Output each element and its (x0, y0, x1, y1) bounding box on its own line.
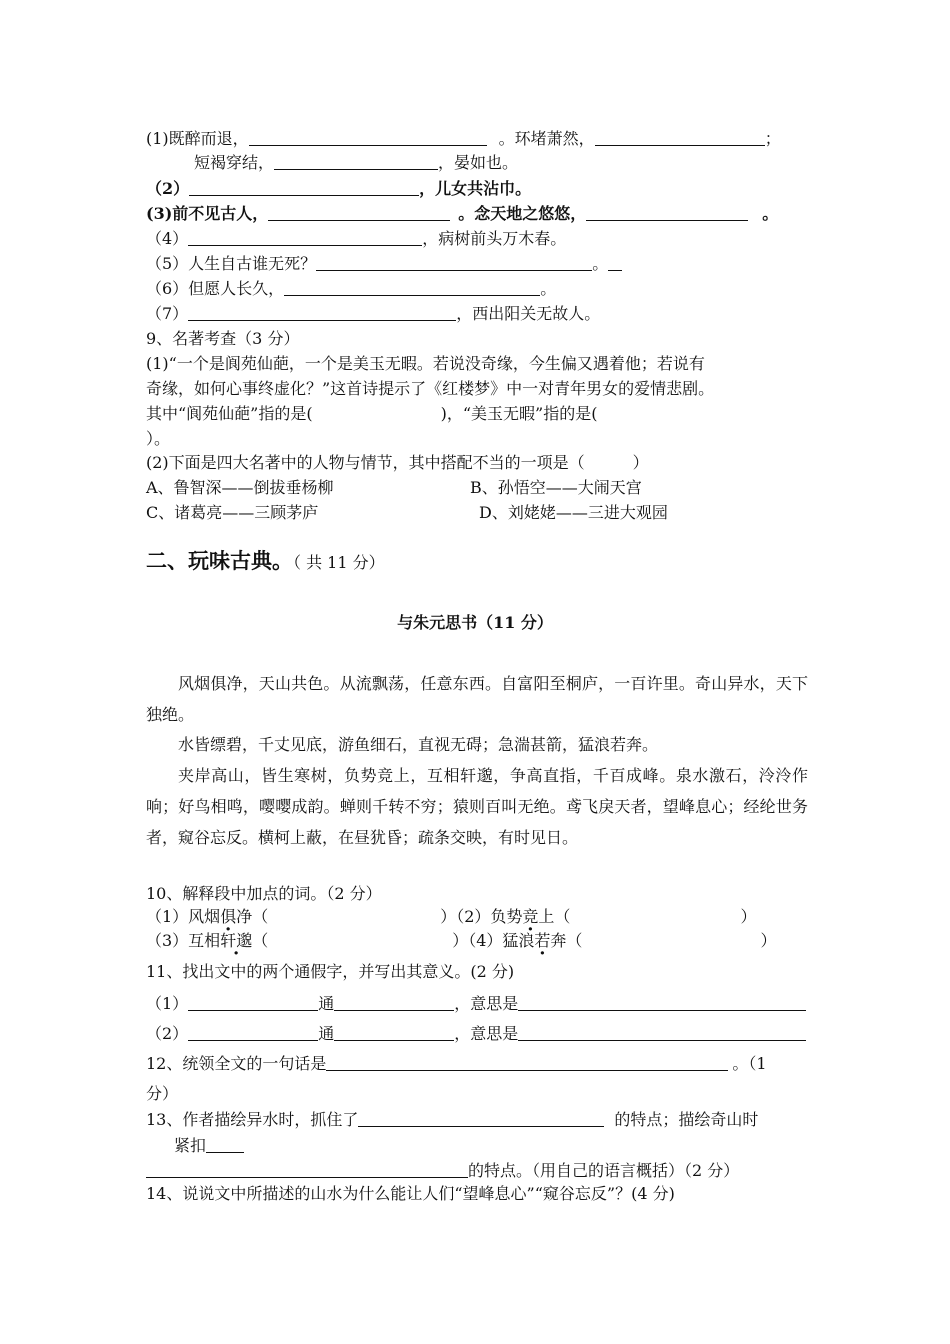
q9-p1-line4: ）。 (146, 429, 171, 448)
q12-line-cont: 分） (146, 1084, 179, 1103)
q10-row-2: （3）互相轩邈（ ）（4）猛浪若奔（ ） (146, 931, 777, 950)
answer-blank[interactable] (146, 1161, 468, 1178)
answer-blank[interactable] (518, 994, 806, 1011)
answer-blank[interactable] (188, 229, 422, 246)
q9-p1-line3: 其中“阆苑仙葩”指的是( )，“美玉无暇”指的是( (146, 404, 598, 423)
answer-blank[interactable] (268, 204, 450, 221)
answer-blank[interactable] (206, 1136, 244, 1153)
q9-option-a: A、鲁智深——倒拔垂杨柳 (146, 478, 334, 497)
answer-blank[interactable] (274, 153, 438, 170)
q8-line-4: （4） ，病树前头万木春。 (146, 229, 567, 248)
answer-blank[interactable] (316, 254, 592, 271)
q11-row-2: （2） 通 ，意思是 (146, 1023, 806, 1045)
q13-line-3: 的特点。（用自己的语言概括）（2 分） (146, 1160, 739, 1182)
answer-blank[interactable] (586, 204, 748, 221)
answer-blank[interactable] (608, 254, 622, 271)
answer-blank[interactable] (334, 994, 454, 1011)
q13-line-2: 紧扣 (174, 1135, 244, 1157)
q10-title: 10、解释段中加点的词。（2 分） (146, 884, 382, 903)
answer-blank[interactable] (188, 994, 318, 1011)
q12-line: 12、统领全文的一句话是 。（1 (146, 1054, 767, 1073)
section-heading: 二、玩味古典。（ 共 11 分） (146, 549, 385, 573)
q10-row-1: （1）风烟俱净（ ）（2）负势竞上（ ） (146, 907, 757, 926)
q8-line-2: （2） ，儿女共沾巾。 (146, 179, 532, 198)
answer-blank[interactable] (188, 304, 456, 321)
q8-line-5: （5）人生自古谁无死？ 。 (146, 253, 622, 275)
answer-blank[interactable] (284, 279, 540, 296)
q13-line-1: 13、作者描绘异水时，抓住了 的特点；描绘奇山时 (146, 1110, 759, 1129)
passage-paragraph-1: 风烟俱净，天山共色。从流飘荡，任意东西。自富阳至桐庐，一百许里。奇山异水，天下独绝。 (146, 674, 808, 724)
q9-option-d: D、刘姥姥——三进大观园 (479, 503, 668, 522)
q8-line-1-cont: 短褐穿结， ，晏如也。 (194, 153, 519, 172)
answer-blank[interactable] (518, 1024, 806, 1041)
answer-blank[interactable] (249, 129, 487, 146)
q9-title: 9、名著考查（3 分） (146, 329, 300, 348)
q9-p2: (2)下面是四大名著中的人物与情节，其中搭配不当的一项是（ ） (146, 453, 649, 472)
answer-blank[interactable] (326, 1054, 728, 1071)
answer-blank[interactable] (358, 1110, 604, 1127)
answer-blank[interactable] (188, 1024, 318, 1041)
q14-line: 14、说说文中所描述的山水为什么能让人们“望峰息心”“窥谷忘反”？(4 分) (146, 1184, 675, 1203)
passage-title: 与朱元思书（11 分） (397, 613, 553, 632)
answer-blank[interactable] (334, 1024, 454, 1041)
q8-line-6: （6）但愿人长久， 。 (146, 279, 557, 298)
passage-paragraph-3: 夹岸高山，皆生寒树，负势竞上，互相轩邈，争高直指，千百成峰。泉水激石，泠泠作响；好鸟相鸣，嘤嘤成韵。蝉则千转不穷；猿则百叫无绝。鸢飞戾天者，望峰息心；经纶世务者，窥谷忘反。横柯上蔽，在昼犹昏；疏条交映，有时见日。 (146, 766, 808, 847)
answer-blank[interactable] (189, 179, 419, 196)
q8-line-3: (3)前不见古人， 。念天地之悠悠， 。 (146, 204, 779, 223)
q9-p1-line1: (1)“一个是阆苑仙葩，一个是美玉无暇。若说没奇缘，今生偏又遇着他；若说有 (146, 354, 705, 373)
q9-p1-line2: 奇缘，如何心事终虚化？”这首诗提示了《红楼梦》中一对青年男女的爱情悲剧。 (146, 379, 715, 398)
answer-blank[interactable] (595, 129, 765, 146)
q9-option-b: B、孙悟空——大闹天宫 (470, 478, 642, 497)
passage-paragraph-2: 水皆缥碧，千丈见底，游鱼细石，直视无碍；急湍甚箭，猛浪若奔。 (178, 735, 659, 754)
q11-row-1: （1） 通 ，意思是 (146, 993, 806, 1015)
q8-line-7: （7） ，西出阳关无故人。 (146, 304, 601, 323)
q9-option-c: C、诸葛亮——三顾茅庐 (146, 503, 319, 522)
q11-title: 11、找出文中的两个通假字，并写出其意义。(2 分) (146, 962, 515, 981)
q8-line-1: (1)既醉而退， 。环堵萧然， ； (146, 129, 781, 148)
